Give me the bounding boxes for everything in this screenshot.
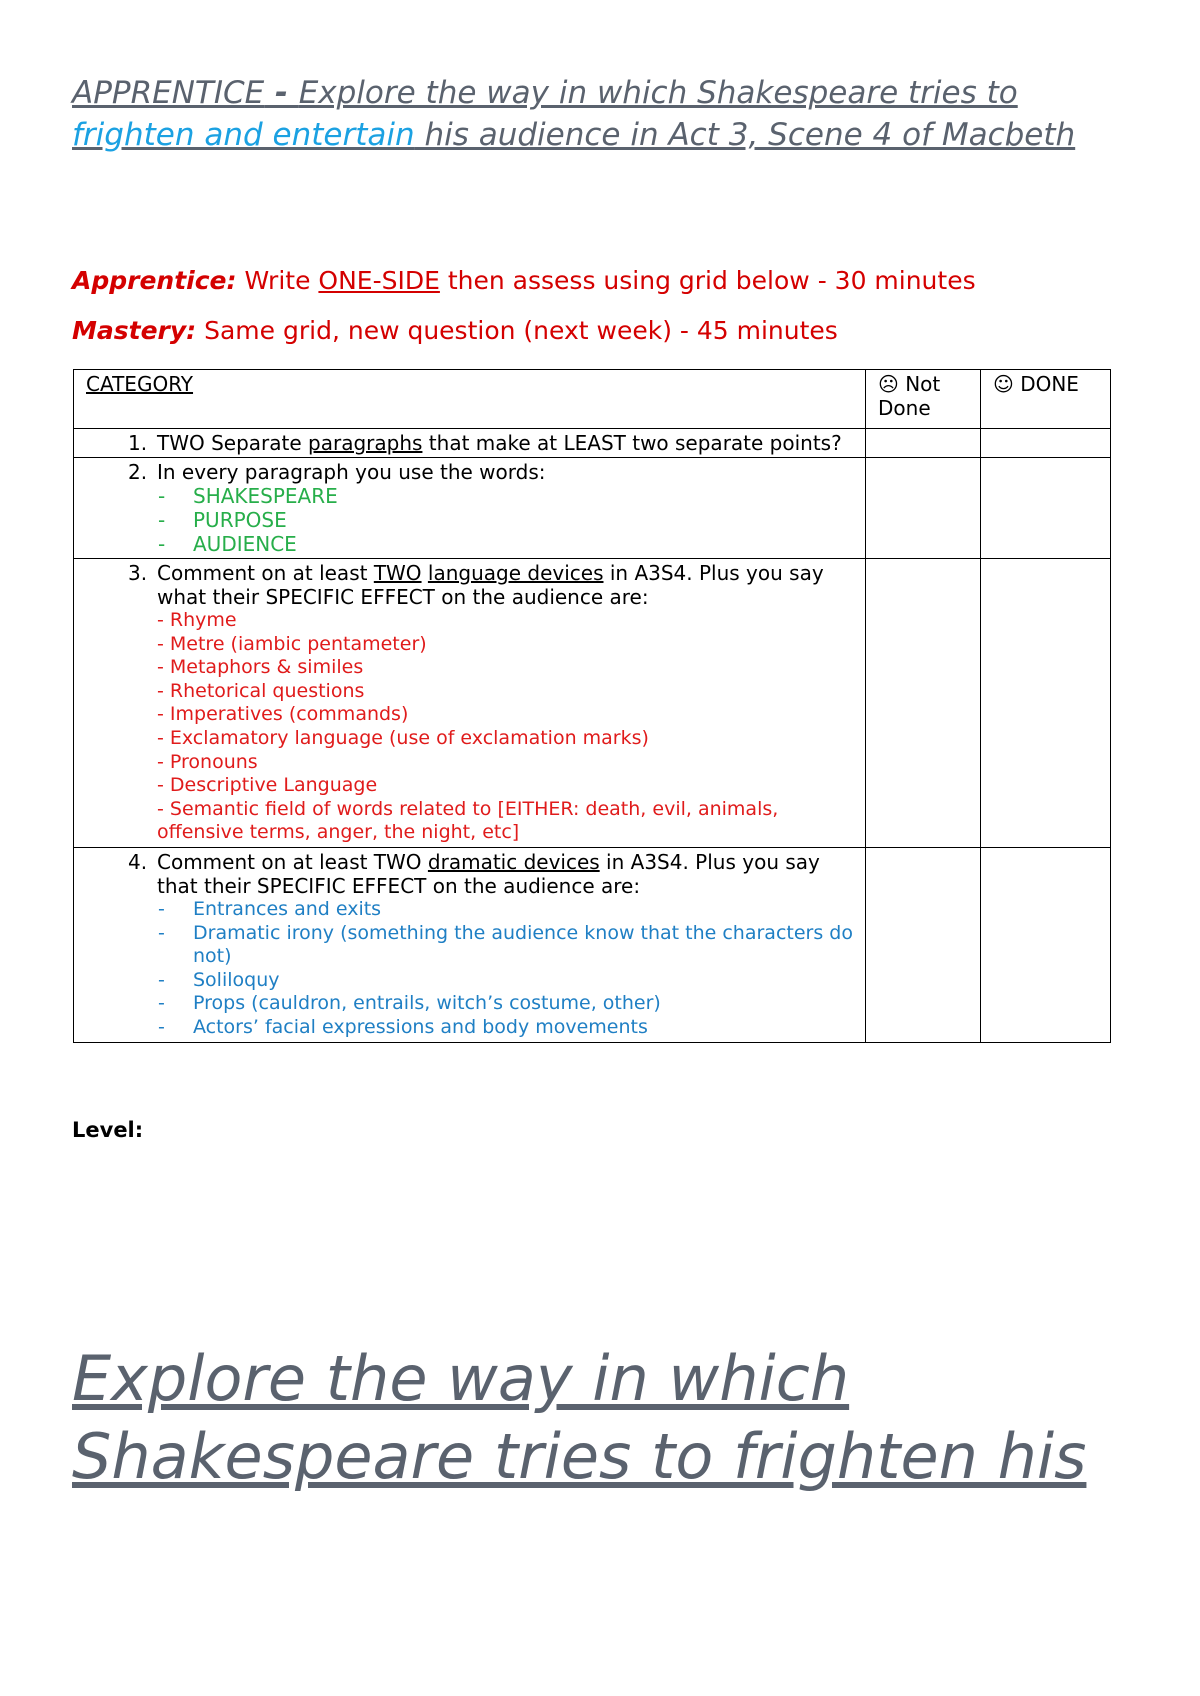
- list-item: - Imperatives (commands): [157, 703, 409, 726]
- list-item: - Props (cauldron, entrails, witch’s costume, other): [157, 992, 855, 1016]
- row-4-not-done-cell[interactable]: [866, 847, 981, 1042]
- title-apprentice: APPRENTICE: [72, 75, 265, 111]
- row-1-text-post: that make at LEAST two separate points?: [422, 431, 842, 455]
- row-1-category: [74, 429, 866, 458]
- row-3-underlined-1: TWO: [373, 561, 422, 585]
- mastery-text: Same grid, new question (next week) - 45 minutes: [196, 316, 838, 345]
- row-1-not-done-cell[interactable]: [866, 429, 981, 458]
- row-3-category: [74, 559, 866, 848]
- row-3-not-done-cell[interactable]: [866, 559, 981, 848]
- header-category-label: CATEGORY: [86, 372, 194, 396]
- list-item: - Metaphors & similes: [157, 656, 364, 679]
- grid-row-4: [74, 847, 1111, 1042]
- row-4-done-cell[interactable]: [981, 847, 1111, 1042]
- row-1-number: 1.: [128, 431, 148, 455]
- title-accent: frighten and entertain: [72, 117, 415, 153]
- list-item: - AUDIENCE: [157, 532, 855, 556]
- list-item: - Descriptive Language: [157, 774, 378, 797]
- big-heading: Explore the way in which Shakespeare tries to frighten his: [72, 1342, 1087, 1493]
- list-item: - Rhetorical questions: [157, 679, 365, 702]
- row-2-word-list: [157, 484, 855, 556]
- assessment-grid: [73, 369, 1111, 1043]
- row-4-text-post: in A3S4. Plus you say that their SPECIFIC EFFECT on the audience are:: [157, 849, 820, 898]
- list-item: - Rhyme: [157, 609, 237, 631]
- row-4-device-list: [157, 898, 855, 1040]
- grid-row-1: [74, 429, 1111, 458]
- list-item: - Semantic field of words related to [EITHER: death, evil, animals, offensive terms, anger, the night, etc]: [157, 797, 779, 844]
- list-item: - Soliloquy: [157, 969, 855, 993]
- level-label: Level:: [72, 1118, 144, 1142]
- grid-row-2: [74, 458, 1111, 559]
- row-3-text-pre: Comment on at least: [157, 561, 374, 585]
- header-not-done: [866, 370, 981, 429]
- apprentice-instruction: [72, 266, 976, 295]
- mastery-instruction: [72, 316, 838, 345]
- list-item: - Metre (iambic pentameter): [157, 632, 427, 655]
- list-item: - PURPOSE: [157, 508, 855, 532]
- row-3-underlined-2: language devices: [427, 561, 604, 585]
- list-item: - SHAKESPEARE: [157, 484, 855, 508]
- list-item: - Entrances and exits: [157, 898, 855, 922]
- title-separator: -: [264, 75, 299, 111]
- row-4-category: [74, 847, 866, 1042]
- row-3-text-post: in A3S4. Plus you say what their SPECIFIC EFFECT on the audience are:: [157, 561, 824, 609]
- row-3-number: 3.: [128, 561, 148, 585]
- header-not-done-label: ☹ Not Done: [878, 372, 941, 420]
- row-4-underlined: dramatic devices: [427, 849, 600, 874]
- row-1-underlined: paragraphs: [308, 431, 423, 455]
- mastery-label: Mastery:: [72, 316, 197, 345]
- grid-row-3: [74, 559, 1111, 848]
- row-1-text-pre: TWO Separate: [157, 431, 309, 455]
- header-category: [74, 370, 866, 429]
- row-2-text: In every paragraph you use the words:: [157, 460, 546, 484]
- header-done: [981, 370, 1111, 429]
- list-item: - Pronouns: [157, 750, 258, 773]
- header-done-label: ☺ DONE: [993, 372, 1079, 396]
- row-4-text-pre: Comment on at least TWO: [157, 849, 428, 874]
- list-item: - Dramatic irony (something the audience know that the characters do not): [157, 922, 855, 969]
- grid-header-row: [74, 370, 1111, 429]
- apprentice-emphasis: ONE-SIDE: [318, 266, 440, 295]
- apprentice-pre: Write: [236, 266, 319, 295]
- title-text-start: Explore the way in which Shakespeare tries to: [298, 75, 1018, 111]
- row-2-done-cell[interactable]: [981, 458, 1111, 559]
- row-2-number: 2.: [128, 460, 148, 484]
- apprentice-label: Apprentice:: [72, 266, 237, 295]
- row-2-not-done-cell[interactable]: [866, 458, 981, 559]
- apprentice-post: then assess using grid below - 30 minutes: [439, 266, 976, 295]
- document-title: [72, 72, 1132, 156]
- row-3-device-list: [157, 609, 855, 845]
- row-4-number: 4.: [128, 849, 148, 874]
- title-text-end: his audience in Act 3, Scene 4 of Macbeth: [414, 117, 1076, 153]
- row-3-done-cell[interactable]: [981, 559, 1111, 848]
- row-1-done-cell[interactable]: [981, 429, 1111, 458]
- row-2-category: [74, 458, 866, 559]
- list-item: - Exclamatory language (use of exclamation marks): [157, 726, 649, 749]
- list-item: - Actors’ facial expressions and body movements: [157, 1016, 855, 1040]
